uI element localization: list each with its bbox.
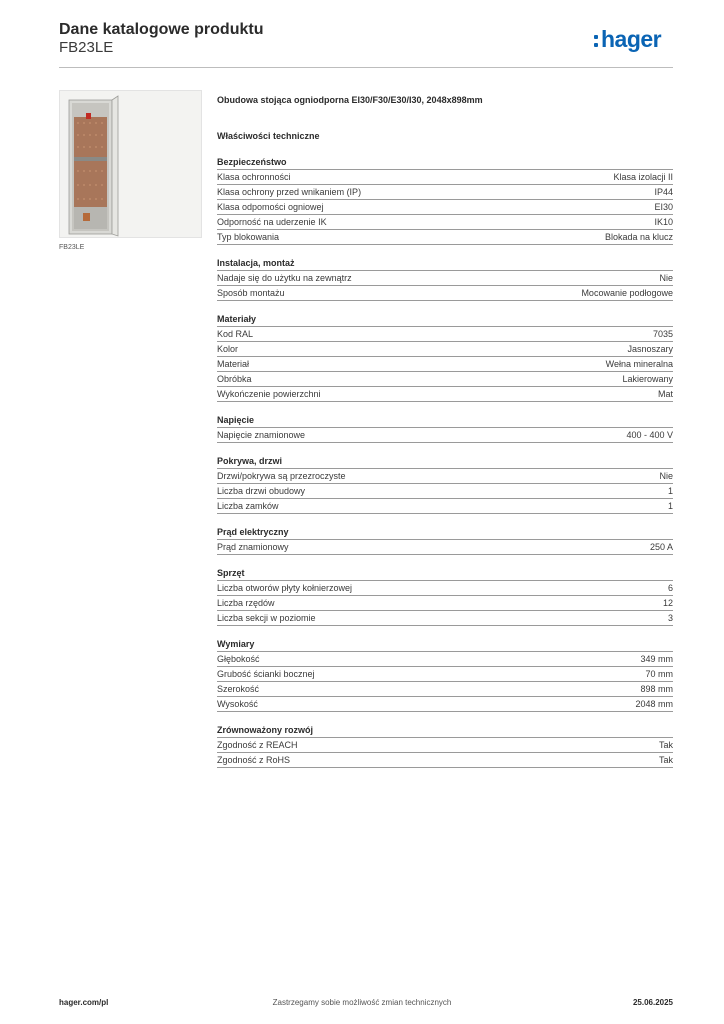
section-title: Prąd elektryczny (217, 525, 673, 540)
spec-value: 1 (667, 501, 673, 511)
spec-row (217, 357, 673, 372)
spec-label: Zgodność z RoHS (217, 755, 291, 765)
spec-value: Nie (659, 471, 673, 481)
page-title: Dane katalogowe produktu (59, 21, 264, 38)
spec-section (217, 723, 673, 768)
spec-row (217, 499, 673, 514)
spec-section (217, 454, 673, 514)
spec-label: Wykończenie powierzchni (217, 389, 321, 399)
spec-value: 3 (667, 613, 673, 623)
spec-label: Szerokość (217, 684, 260, 694)
section-title: Pokrywa, drzwi (217, 454, 673, 469)
product-image (59, 90, 202, 238)
section-title: Instalacja, montaż (217, 256, 673, 271)
spec-value: Wełna mineralna (605, 359, 673, 369)
spec-label: Materiał (217, 359, 250, 369)
spec-value: IK10 (654, 217, 673, 227)
spec-row (217, 170, 673, 185)
spec-value: 349 mm (640, 654, 673, 664)
spec-row (217, 230, 673, 245)
spec-label: Klasa ochronności (217, 172, 291, 182)
spec-value: 7035 (652, 329, 673, 339)
spec-value: Tak (658, 755, 673, 765)
spec-row (217, 387, 673, 402)
spec-section (217, 155, 673, 245)
spec-label: Kolor (217, 344, 239, 354)
spec-row (217, 215, 673, 230)
spec-row (217, 753, 673, 768)
spec-value: Mat (657, 389, 673, 399)
spec-label: Zgodność z REACH (217, 740, 298, 750)
photo-caption: FB23LE (59, 244, 85, 251)
spec-label: Liczba otworów płyty kołnierzowej (217, 583, 353, 593)
spec-row (217, 185, 673, 200)
spec-label: Wysokość (217, 699, 258, 709)
properties-heading: Właściwości techniczne (217, 131, 320, 141)
spec-row (217, 428, 673, 443)
spec-row (217, 667, 673, 682)
spec-row (217, 271, 673, 286)
cabinet-illustration (60, 91, 201, 237)
spec-row (217, 596, 673, 611)
spec-value: 12 (662, 598, 673, 608)
spec-label: Klasa odpomości ogniowej (217, 202, 324, 212)
spec-row (217, 327, 673, 342)
section-title: Wymiary (217, 637, 673, 652)
specifications-list (217, 155, 673, 768)
spec-value: Klasa izolacji II (613, 172, 673, 182)
spec-label: Klasa ochrony przed wnikaniem (IP) (217, 187, 362, 197)
datasheet-content (217, 95, 673, 779)
spec-value: 6 (667, 583, 673, 593)
spec-row (217, 611, 673, 626)
spec-value: 1 (667, 486, 673, 496)
section-title: Bezpieczeństwo (217, 155, 673, 170)
spec-label: Nadaje się do użytku na zewnątrz (217, 273, 352, 283)
spec-label: Prąd znamionowy (217, 542, 289, 552)
spec-label: Grubość ścianki bocznej (217, 669, 315, 679)
spec-label: Drzwi/pokrywa są przezroczyste (217, 471, 346, 481)
spec-row (217, 342, 673, 357)
spec-value: 70 mm (645, 669, 673, 679)
spec-label: Liczba rzędów (217, 598, 275, 608)
spec-value: Jasnoszary (627, 344, 673, 354)
spec-value: 898 mm (640, 684, 673, 694)
section-title: Materiały (217, 312, 673, 327)
spec-label: Sposób montażu (217, 288, 285, 298)
spec-section (217, 413, 673, 443)
spec-value: IP44 (654, 187, 673, 197)
section-title: Napięcie (217, 413, 673, 428)
product-description: Obudowa stojąca ogniodporna EI30/F30/E30/I30, 2048x898mm (217, 95, 483, 105)
spec-value: 400 - 400 V (626, 430, 673, 440)
spec-label: Typ blokowania (217, 232, 280, 242)
spec-label: Liczba drzwi obudowy (217, 486, 306, 496)
footer-date: 25.06.2025 (632, 998, 673, 1007)
spec-row (217, 682, 673, 697)
spec-value: 250 A (649, 542, 673, 552)
spec-section (217, 637, 673, 712)
spec-section (217, 525, 673, 555)
spec-value: Lakierowany (622, 374, 673, 384)
spec-label: Liczba zamków (217, 501, 279, 511)
spec-value: Mocowanie podłogowe (581, 288, 673, 298)
spec-section (217, 312, 673, 402)
spec-label: Głębokość (217, 654, 260, 664)
spec-row (217, 484, 673, 499)
spec-row (217, 652, 673, 667)
spec-label: Kod RAL (217, 329, 254, 339)
header-divider (59, 67, 673, 68)
logo-dots-icon (594, 28, 600, 50)
spec-row (217, 286, 673, 301)
product-code: FB23LE (59, 39, 114, 56)
spec-value: Nie (659, 273, 673, 283)
spec-value: Tak (658, 740, 673, 750)
spec-row (217, 540, 673, 555)
spec-label: Odporność na uderzenie IK (217, 217, 327, 227)
spec-value: 2048 mm (635, 699, 673, 709)
spec-section (217, 566, 673, 626)
spec-label: Liczba sekcji w poziomie (217, 613, 316, 623)
logo-text: hager (601, 26, 662, 52)
spec-row (217, 372, 673, 387)
spec-row (217, 738, 673, 753)
footer-website[interactable]: hager.com/pl (59, 998, 109, 1007)
spec-value: Blokada na klucz (604, 232, 673, 242)
section-title: Sprzęt (217, 566, 673, 581)
footer-disclaimer: Zastrzegamy sobie możliwość zmian technicznych (272, 998, 452, 1007)
spec-row (217, 697, 673, 712)
spec-value: EI30 (654, 202, 673, 212)
spec-row (217, 200, 673, 215)
hager-logo (594, 28, 661, 51)
spec-label: Napięcie znamionowe (217, 430, 306, 440)
section-title: Zrównoważony rozwój (217, 723, 673, 738)
spec-label: Obróbka (217, 374, 252, 384)
spec-row (217, 469, 673, 484)
spec-row (217, 581, 673, 596)
spec-section (217, 256, 673, 301)
